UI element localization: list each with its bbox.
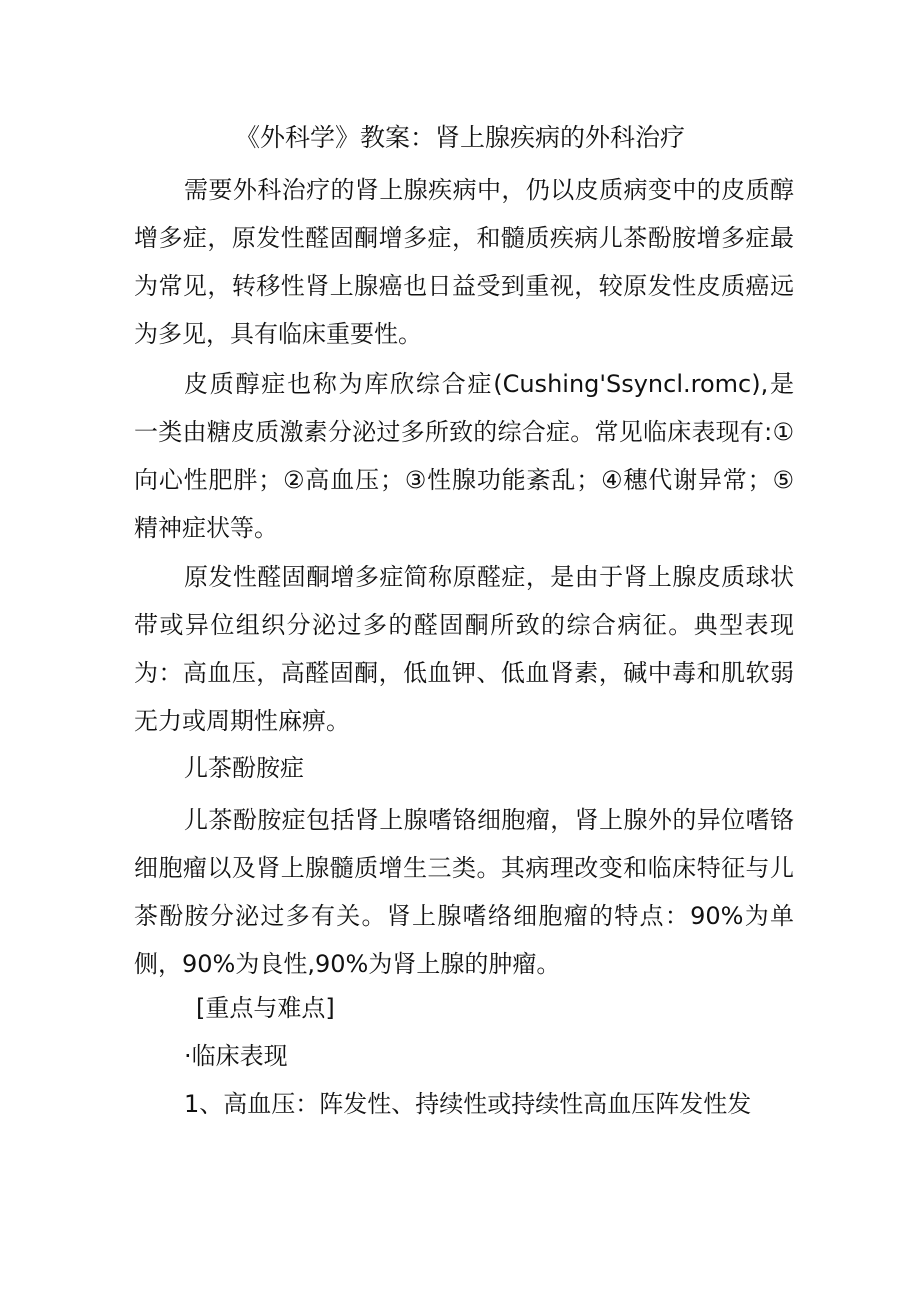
- clinical-manifestation-bullet: ·临床表现: [184, 1042, 288, 1070]
- paragraph-pheochromocytoma: 儿茶酚胺症包括肾上腺嗜铬细胞瘤，肾上腺外的异位嗜铬细胞瘤以及肾上腺髓质增生三类。其病理改变和临床特征与儿茶酚胺分泌过多有关。肾上腺嗜络细胞瘤的特点：90%为单侧，90%为良性,90%为肾上腺的肿瘤。: [134, 806, 794, 978]
- document-title: 《外科学》教案：肾上腺疾病的外科治疗: [234, 123, 685, 152]
- list-item-hypertension: 1、高血压：阵发性、持续性或持续性高血压阵发性发: [184, 1090, 752, 1118]
- paragraph-cushing: 皮质醇症也称为库欣综合症(Cushing'Ssyncl.romc),是一类由糖皮质激素分泌过多所致的综合症。常见临床表现有:①向心性肥胖；②高血压；③性腺功能紊乱；④穗代谢异常；⑤精神症状等。: [134, 370, 794, 542]
- paragraph-intro: 需要外科治疗的肾上腺疾病中，仍以皮质病变中的皮质醇增多症，原发性醛固酮增多症，和髓质疾病儿茶酚胺增多症最为常见，转移性肾上腺癌也日益受到重视，较原发性皮质癌远为多见，具有临床重要性。: [134, 176, 794, 348]
- section-heading-catecholamine: 儿茶酚胺症: [184, 754, 304, 782]
- paragraph-aldosteronism: 原发性醛固酮增多症简称原醛症，是由于肾上腺皮质球状带或异位组织分泌过多的醛固酮所致的综合病征。典型表现为：高血压，高醛固酮，低血钾、低血肾素，碱中毒和肌软弱无力或周期性麻痹。: [134, 563, 794, 735]
- key-points-heading: [重点与难点]: [196, 994, 335, 1022]
